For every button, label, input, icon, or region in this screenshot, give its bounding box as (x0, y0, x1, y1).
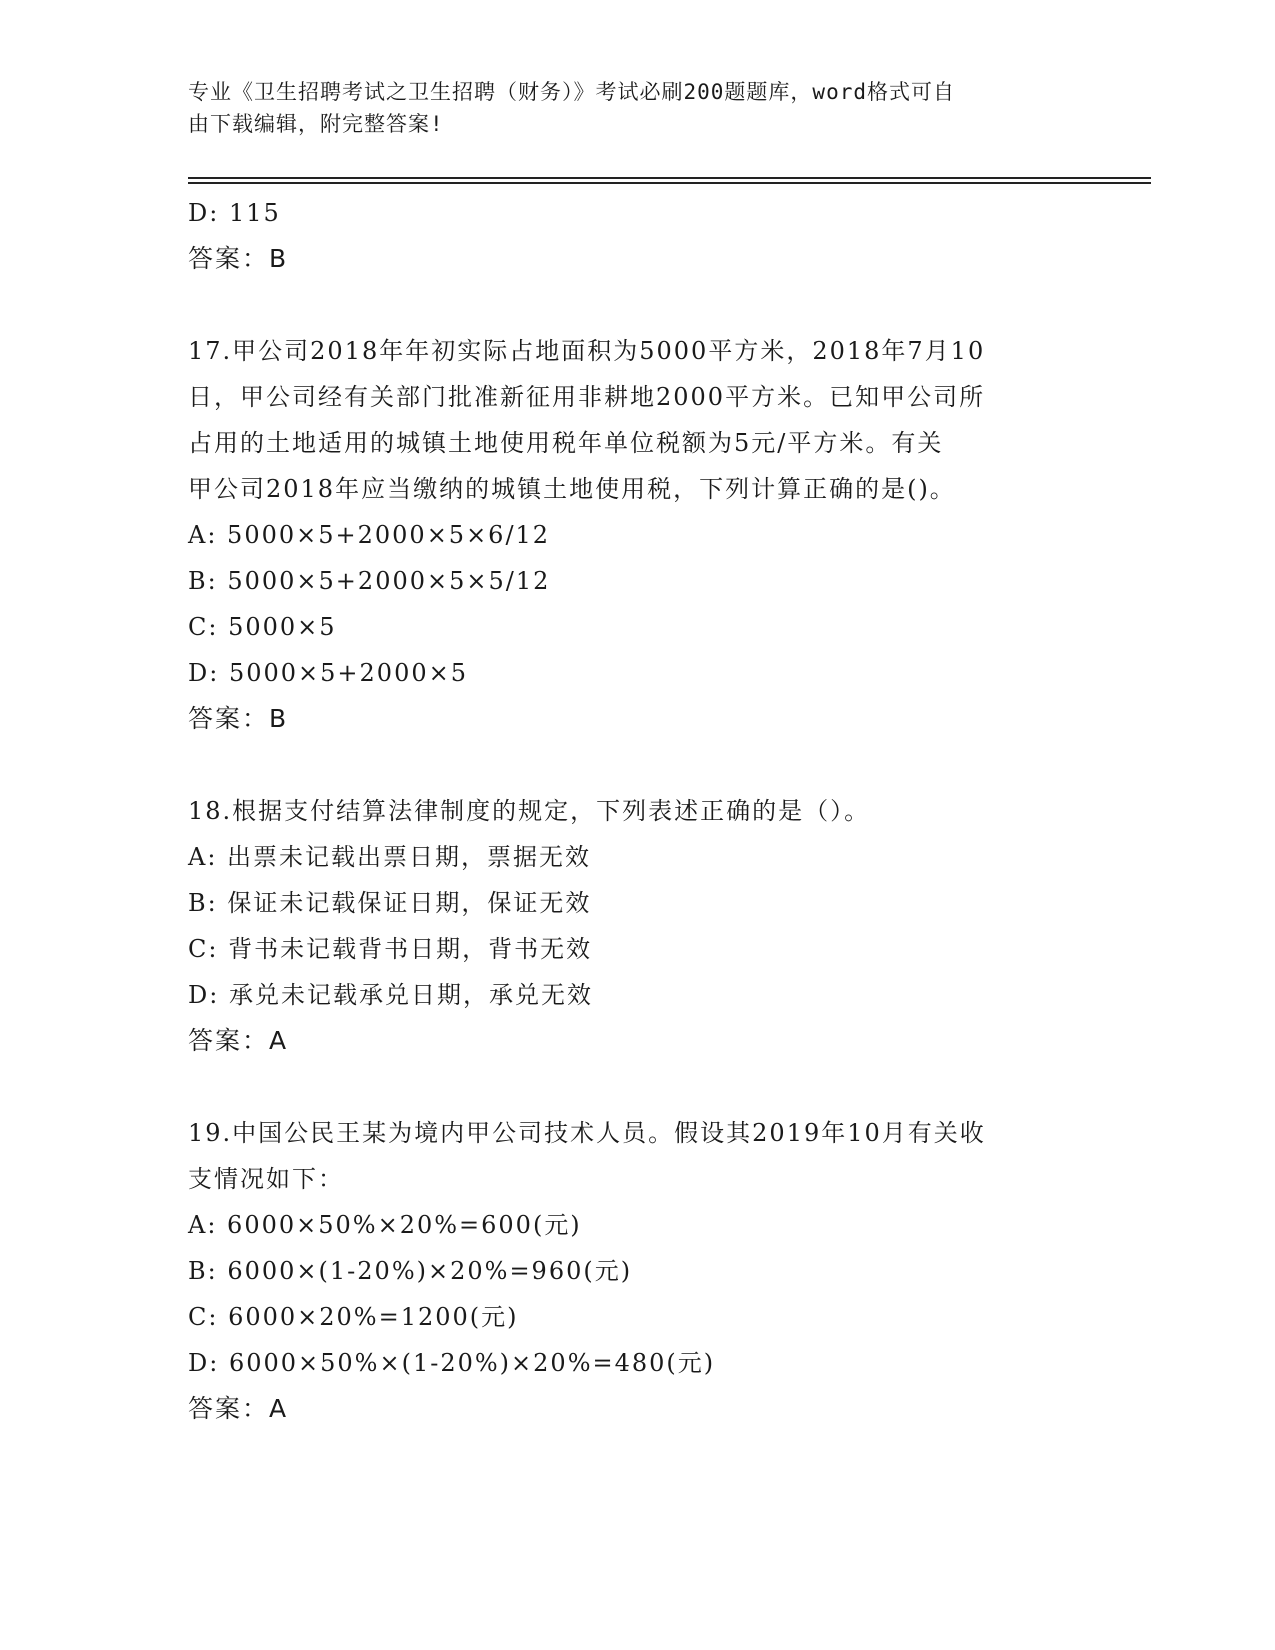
header-line-1: 专业《卫生招聘考试之卫生招聘（财务）》考试必刷200题题库，word格式可自 (188, 80, 955, 104)
option-b: B: 5000×5+2000×5×5/12 (188, 567, 551, 595)
option-c: C: 背书未记载背书日期，背书无效 (188, 935, 593, 963)
header-line-2: 由下载编辑，附完整答案! (188, 112, 444, 136)
option-a: A: 出票未记载出票日期，票据无效 (188, 843, 592, 871)
question-text (188, 328, 1088, 512)
spacer (188, 1064, 1088, 1110)
question-text (188, 788, 1088, 834)
header-rule-top (188, 177, 1151, 179)
option-d: D: 5000×5+2000×5 (188, 659, 468, 687)
option-a: A: 5000×5+2000×5×6/12 (188, 521, 551, 549)
option-c: C: 6000×20%=1200(元) (188, 1303, 519, 1331)
question-line: 18.根据支付结算法律制度的规定，下列表述正确的是（）。 (188, 797, 871, 825)
answer: 答案：B (188, 244, 289, 273)
page-header (188, 76, 1068, 140)
question-line: 甲公司2018年应当缴纳的城镇土地使用税，下列计算正确的是()。 (188, 475, 956, 503)
answer: 答案：A (188, 1026, 289, 1055)
option-d: D: 6000×50%×(1-20%)×20%=480(元) (188, 1349, 716, 1377)
question-line: 日，甲公司经有关部门批准新征用非耕地2000平方米。已知甲公司所 (188, 383, 986, 411)
spacer (188, 742, 1088, 788)
header-rule-bottom (188, 182, 1151, 184)
question-line: 19.中国公民王某为境内甲公司技术人员。假设其2019年10月有关收 (188, 1119, 986, 1147)
question-text (188, 1110, 1088, 1202)
option-d: D: 115 (188, 199, 281, 227)
question-line: 占用的土地适用的城镇土地使用税年单位税额为5元/平方米。有关 (188, 429, 944, 457)
question-line: 支情况如下： (188, 1165, 344, 1193)
previous-question-tail (188, 190, 1088, 282)
option-a: A: 6000×50%×20%=600(元) (188, 1211, 582, 1239)
answer: 答案：A (188, 1394, 289, 1423)
question-19 (188, 1110, 1088, 1432)
option-b: B: 保证未记载保证日期，保证无效 (188, 889, 592, 917)
option-d: D: 承兑未记载承兑日期，承兑无效 (188, 981, 593, 1009)
question-18 (188, 788, 1088, 1064)
document-body (188, 190, 1088, 1432)
option-b: B: 6000×(1-20%)×20%=960(元) (188, 1257, 633, 1285)
option-c: C: 5000×5 (188, 613, 337, 641)
question-line: 17.甲公司2018年年初实际占地面积为5000平方米，2018年7月10 (188, 337, 986, 365)
answer: 答案：B (188, 704, 289, 733)
spacer (188, 282, 1088, 328)
question-17 (188, 328, 1088, 742)
